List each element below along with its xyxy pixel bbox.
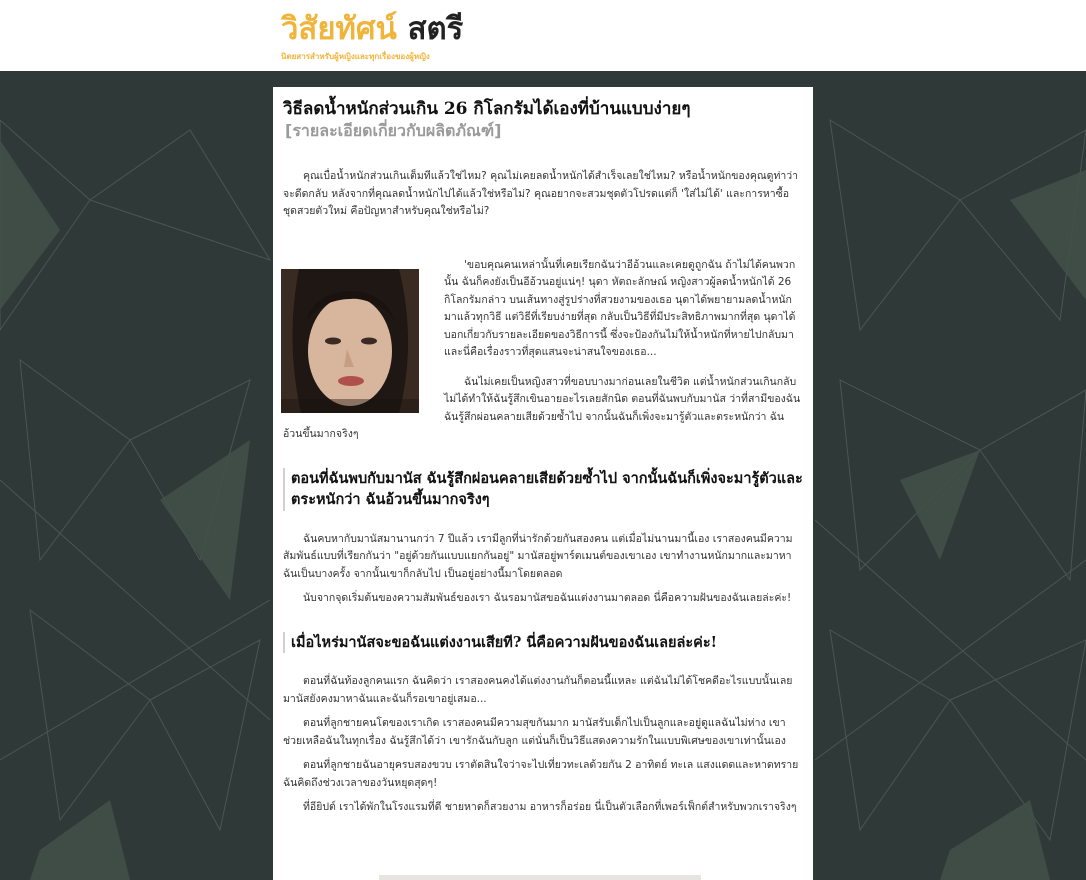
section2-paragraph-3: ตอนที่ลูกชายฉันอายุครบสองขวบ เราตัดสินใจว่าจะไปเที่ยวทะเลด้วยกัน 2 อาทิตย์ ทะเล แสงแดดและหาดทราย ฉันคิดถึงช่วงเวลาของวันหยุดสุดๆ! [283,759,799,789]
section1-paragraph-2: นับจากจุดเริ่มต้นของความสัมพันธ์ของเรา ฉันรอมานัสขอฉันแต่งงานมาตลอด นี่คือความฝันของฉันเลยล่ะค่ะ! [303,592,792,604]
section-heading-2: เมื่อไหร่มานัสจะขอฉันแต่งงานเสียที? นี่คือความฝันของฉันเลยล่ะค่ะ! [283,632,803,654]
article-image-top-edge [379,875,701,880]
site-logo[interactable] [281,6,463,66]
logo-title [281,6,463,52]
story-paragraph-1: 'ขอบคุณคนเหล่านั้นที่เคยเรียกฉันว่าอีอ้วนและเคยดูถูกฉัน ถ้าไม่ได้คนพวกนั้น ฉันก็คงยังเป็นอีอ้วนอยู่แน่ๆ! นุดา หัตถะลักษณ์ หญิงสาวผู้ลดน้ำหนักได้ 26 กิโลกรัมกล่าว บนเส้นทางสู่รูปร่างที่สวยงามของเธอ นุดาได้พยายามลดน้ำหนักมาแล้วทุกวิธี แต่วิธีที่เรียบง่ายที่สุด กลับเป็นวิธีที่มีประสิทธิภาพมากที่สุด นุดาได้บอกเกี่ยวกับรายละเอียดของวิธีการนี้ ซึ่งจะป้องกันไม่ให้น้ำหนักที่หายไปกลับมา และนี่คือเรื่องราวที่สุดแสนจะน่าสนใจของเธอ... [444,258,796,358]
logo-text-gold: วิสัยทัศน์ [281,11,397,47]
article-container [273,87,813,880]
section2-paragraph-2: ตอนที่ลูกชายคนโตของเราเกิด เราสองคนมีความสุขกันมาก มานัสรับเด็กไปเป็นลูกและอยู่ดูแลฉันไม่ห่าง เขาช่วยเหลือฉันในทุกเรื่อง ฉันรู้สึกได้ว่า เขารักฉันกับลูก แต่นั่นก็เป็นวิธีแสดงความรักในแบบพิเศษของเขาเท่านั้นเอง [283,717,786,747]
article-subtitle: [รายละเอียดเกี่ยวกับผลิตภัณฑ์] [285,121,502,140]
section2-paragraph-1: ตอนที่ฉันท้องลูกคนแรก ฉันคิดว่า เราสองคนคงได้แต่งงานกันก็ตอนนี้แหละ แต่ฉันไม่ได้โชคดีอะไรแบบนั้นเลย มานัสยังคงมาหาฉันและฉันก็รอเขาอยู่เสมอ... [283,675,793,705]
story-block [283,257,803,444]
story-paragraph-2: ฉันไม่เคยเป็นหญิงสาวที่ขอบบางมาก่อนเลยในชีวิต แต่น้ำหนักส่วนเกินกลับไม่ได้ทำให้ฉันรู้สึกเขินอายอะไรเลยสักนิด ตอนที่ฉันพบกับมานัส ว่าที่สามีของฉัน ฉันรู้สึกผ่อนคลายเสียด้วยซ้ำไป จากนั้นฉันก็เพิ่งจะมารู้ตัวและตระหนักว่า ฉันอ้วนขึ้นมากจริงๆ [283,375,801,440]
site-header [0,0,1086,71]
article-title: วิธีลดน้ำหนักส่วนเกิน 26 กิโลกรัมได้เองที่บ้านแบบง่ายๆ [283,99,691,119]
logo-text-dark: สตรี [407,11,464,47]
section1-paragraph-1: ฉันคบหากับมานัสมานานกว่า 7 ปีแล้ว เรามีลูกที่น่ารักด้วยกันสองคน แต่เมื่อไม่นานมานี้เอง เราสองคนมีความสัมพันธ์แบบที่เรียกกันว่า "อยู่ด้วยกันแบบแยกกันอยู่" มานัสอยู่พาร์ตเมนต์ของเขาเอง เขาทำงานหนักมากและมาหาฉันเป็นบางครั้ง จากนั้นเขาก็กลับไป เป็นอยู่อย่างนี้มาโดยตลอด [283,532,793,580]
section2-paragraph-4: ที่อียิปต์ เราได้พักในโรงแรมที่ดี ชายหาดก็สวยงาม อาหารก็อร่อย นี่เป็นตัวเลือกที่เพอร์เฟ็กต์สำหรับพวกเราจริงๆ [303,801,797,813]
woman-portrait-image [281,269,419,413]
logo-tagline: นิตยสารสำหรับผู้หญิงและทุกเรื่องของผู้หญิง [281,52,430,61]
section-heading-1: ตอนที่ฉันพบกับมานัส ฉันรู้สึกผ่อนคลายเสียด้วยซ้ำไป จากนั้นฉันก็เพิ่งจะมารู้ตัวและตระหนักว่า ฉันอ้วนขึ้นมากจริงๆ [283,468,803,511]
intro-paragraph: คุณเบื่อน้ำหนักส่วนเกินเต็มทีแล้วใช่ไหม? คุณไม่เคยลดน้ำหนักได้สำเร็จเลยใช่ไหม? หรือน้ำหนักของคุณดูท่าว่าจะดีดกลับ หลังจากที่คุณลดน้ำหนักไปได้แล้วใช่หรือไม่? คุณอยากจะสวมชุดตัวโปรดแต่ก็ 'ใส่ไม่ได้' และการหาซื้อชุดสวยตัวใหม่ คือปัญหาสำหรับคุณใช่หรือไม่? [283,170,799,217]
